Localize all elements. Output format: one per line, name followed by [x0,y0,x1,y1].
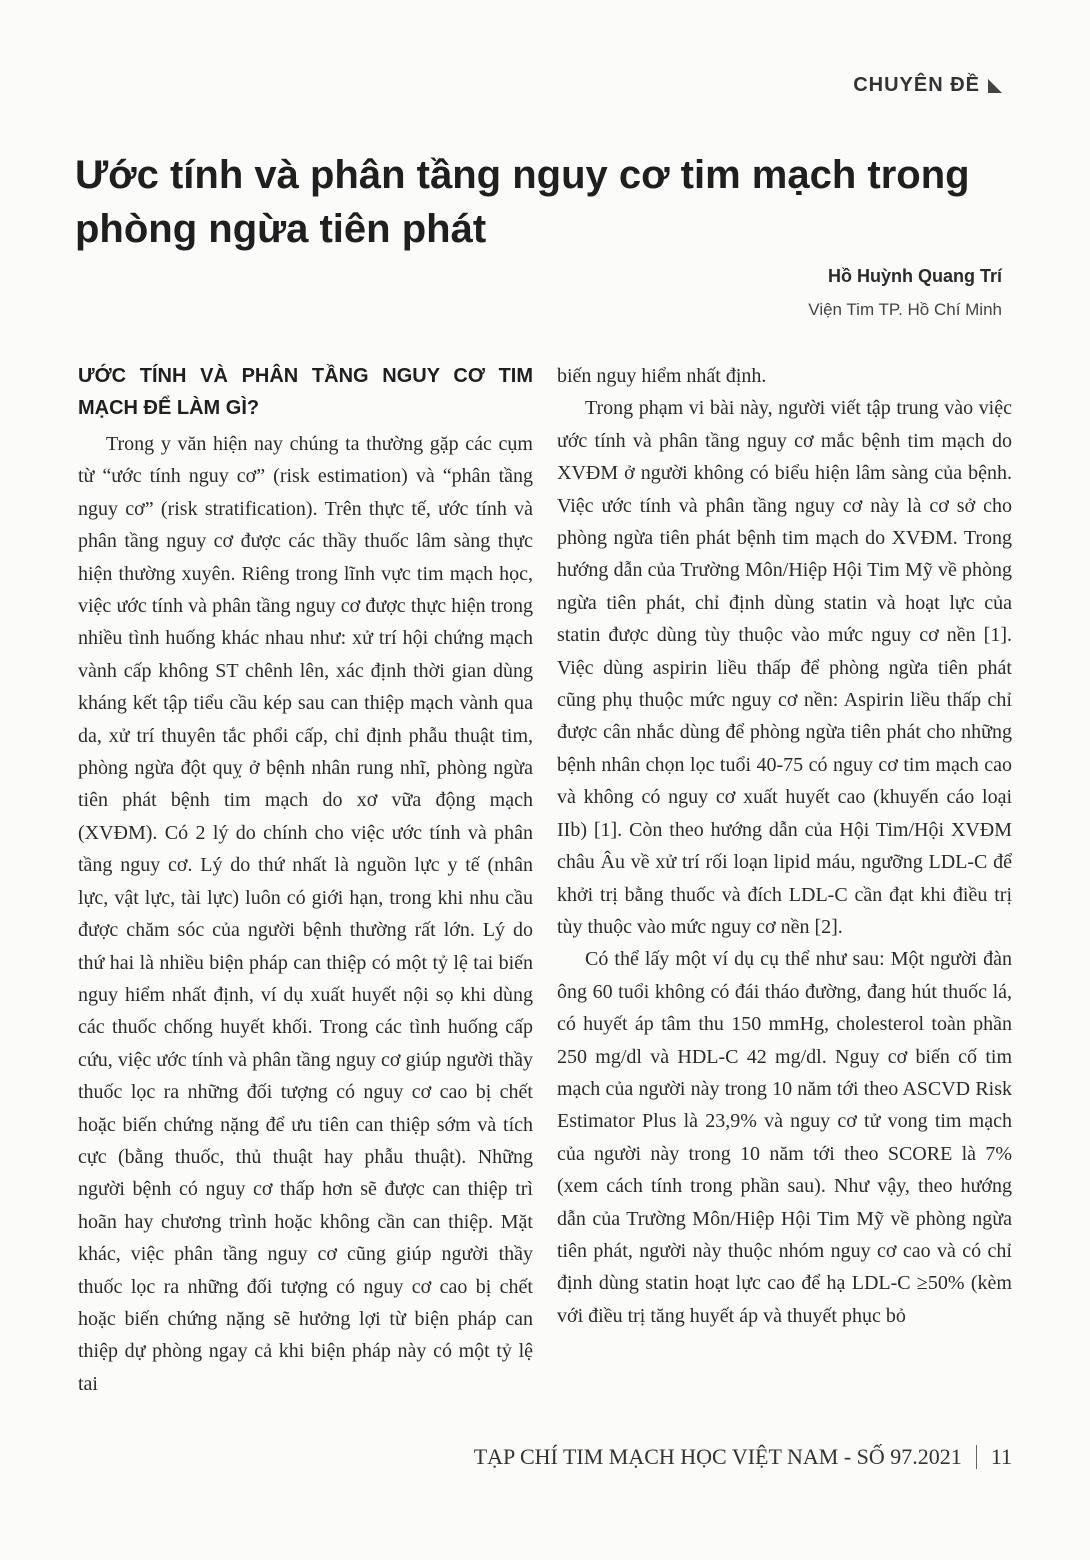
body-paragraph: Trong phạm vi bài này, người viết tập trung vào việc ước tính và phân tầng nguy cơ mắc bệnh tim mạch do XVĐM ở người không có biểu hiện lâm sàng của bệnh. Việc ước tính và phân tầng nguy cơ này là cơ sở cho phòng ngừa tiên phát bệnh tim mạch do XVĐM. Trong hướng dẫn của Trường Môn/Hiệp Hội Tim Mỹ về phòng ngừa tiên phát, chỉ định dùng statin và hoạt lực của statin được dùng tùy thuộc vào mức nguy cơ nền [1]. Việc dùng aspirin liều thấp để phòng ngừa tiên phát cũng phụ thuộc mức nguy cơ nền: Aspirin liều thấp chỉ được cân nhắc dùng để phòng ngừa tiên phát cho những bệnh nhân chọn lọc tuổi 40-75 có nguy cơ tim mạch cao và không có nguy cơ xuất huyết cao (khuyến cáo loại IIb) [1]. Còn theo hướng dẫn của Hội Tim/Hội XVĐM châu Âu về xử trí rối loạn lipid máu, ngưỡng LDL-C để khởi trị bằng thuốc và đích LDL-C cần đạt khi điều trị tùy thuộc vào mức nguy cơ nền [2]. [557,397,1012,938]
page-footer [474,1444,1012,1470]
section-heading: ƯỚC TÍNH VÀ PHÂN TẦNG NGUY CƠ TIM MẠCH ĐỂ LÀM GÌ? [78,365,533,419]
left-column [78,360,533,1400]
body-paragraph-continuation: biến nguy hiểm nhất định. [557,365,767,387]
body-paragraph: Có thể lấy một ví dụ cụ thể như sau: Một người đàn ông 60 tuổi không có đái tháo đường, đang hút thuốc lá, có huyết áp tâm thu 150 mmHg, cholesterol toàn phần 250 mg/dl và HDL-C 42 mg/dl. Nguy cơ biến cố tim mạch của người này trong 10 năm tới theo ASCVD Risk Estimator Plus là 23,9% và nguy cơ tử vong tim mạch của người này trong 10 năm tới theo SCORE là 7% (xem cách tính trong phần sau). Như vậy, theo hướng dẫn của Trường Môn/Hiệp Hội Tim Mỹ về phòng ngừa tiên phát, người này thuộc nhóm nguy cơ cao và có chỉ định dùng statin hoạt lực cao để hạ LDL-C ≥50% (kèm với điều trị tăng huyết áp và thuyết phục bỏ [557,948,1012,1327]
footer-divider [976,1445,977,1469]
body-paragraph: Trong y văn hiện nay chúng ta thường gặp các cụm từ “ước tính nguy cơ” (risk estimation) và “phân tầng nguy cơ” (risk stratification). Trên thực tế, ước tính và phân tầng nguy cơ được các thầy thuốc lâm sàng thực hiện thường xuyên. Riêng trong lĩnh vực tim mạch học, việc ước tính và phân tầng nguy cơ được thực hiện trong nhiều tình huống khác nhau như: xử trí hội chứng mạch vành cấp không ST chênh lên, xác định thời gian dùng kháng kết tập tiểu cầu kép sau can thiệp mạch vành qua da, xử trí thuyên tắc phổi cấp, chỉ định phẫu thuật tim, phòng ngừa đột quỵ ở bệnh nhân rung nhĩ, phòng ngừa tiên phát bệnh tim mạch do xơ vữa động mạch (XVĐM). Có 2 lý do chính cho việc ước tính và phân tầng nguy cơ. Lý do thứ nhất là nguồn lực y tế (nhân lực, vật lực, tài lực) luôn có giới hạn, trong khi nhu cầu được chăm sóc của người bệnh thường rất lớn. Lý do thứ hai là nhiều biện pháp can thiệp có một tỷ lệ tai biến nguy hiểm nhất định, ví dụ xuất huyết nội sọ khi dùng các thuốc chống huyết khối. Trong các tình huống cấp cứu, việc ước tính và phân tầng nguy cơ giúp người thầy thuốc lọc ra những đối tượng có nguy cơ cao bị chết hoặc biến chứng nặng để ưu tiên can thiệp sớm và tích cực (bằng thuốc, thủ thuật hay phẫu thuật). Những người bệnh có nguy cơ thấp hơn sẽ được can thiệp trì hoãn hay chương trình hoặc không cần can thiệp. Mặt khác, việc phân tầng nguy cơ cũng giúp người thầy thuốc lọc ra những đối tượng có nguy cơ cao bị chết hoặc biến chứng nặng sẽ hưởng lợi từ biện pháp can thiệp dự phòng ngay cả khi biện pháp này có một tỷ lệ tai [78,433,533,1395]
journal-name: TẠP CHÍ TIM MẠCH HỌC VIỆT NAM - SỐ 97.2021 [473,1444,962,1469]
article-title: Ước tính và phân tầng nguy cơ tim mạch trong phòng ngừa tiên phát [75,153,970,251]
section-label: CHUYÊN ĐỀ [853,74,980,96]
author-affiliation: Viện Tim TP. Hồ Chí Minh [808,300,1002,319]
triangle-icon [988,79,1002,93]
page-number: 11 [990,1444,1012,1469]
section-tag [853,74,1002,97]
right-column [557,360,1012,1332]
author-name: Hồ Huỳnh Quang Trí [828,266,1002,286]
